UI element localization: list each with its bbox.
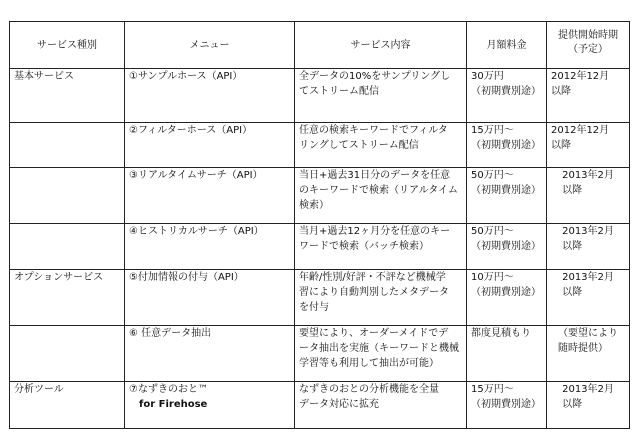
menu-cell [125, 123, 295, 168]
content-cell [295, 69, 467, 123]
menu-cell [125, 69, 295, 123]
table-row [10, 382, 630, 429]
price-line: 15万円～ [471, 384, 514, 395]
category-cell [10, 168, 125, 224]
start-line: （要望により [558, 328, 618, 339]
start-line: 2012年12月 [551, 125, 610, 136]
content-line: 年齢/性別/好評・不評など機械学 [299, 272, 446, 283]
table-row [10, 123, 630, 168]
price-cell [467, 382, 547, 429]
service-table [9, 21, 630, 429]
header-price: 月額料金 [467, 22, 547, 69]
menu-cell [125, 382, 295, 429]
price-line: （初期費別途） [471, 241, 541, 252]
price-line: 都度見積もり [471, 328, 531, 339]
content-line: リングしてストリーム配信 [299, 140, 419, 151]
header-start [547, 22, 630, 69]
start-line: 以降 [562, 185, 583, 196]
content-cell [295, 326, 467, 382]
content-line: 学習等も利用して抽出が可能） [299, 358, 439, 369]
table-header-row [10, 22, 630, 69]
start-cell [547, 382, 630, 429]
start-line: 2013年2月 [562, 226, 614, 237]
price-cell [467, 168, 547, 224]
header-start-line1: 提供開始時期 [558, 30, 618, 41]
category-cell [10, 326, 125, 382]
content-cell [295, 123, 467, 168]
start-cell [547, 69, 630, 123]
menu-label: ⑥ 任意データ抽出 [129, 328, 212, 339]
price-line: 10万円～ [471, 272, 514, 283]
price-line: （初期費別途） [471, 140, 541, 151]
price-cell [467, 270, 547, 326]
table-row [10, 326, 630, 382]
table-row [10, 168, 630, 224]
content-cell [295, 224, 467, 270]
menu-label: ①サンプルホース（API） [129, 71, 243, 82]
header-content: サービス内容 [295, 22, 467, 69]
category-cell [10, 123, 125, 168]
content-line: 全データの10%をサンプリングし [299, 71, 451, 82]
category-cell: オプションサービス [10, 270, 125, 326]
header-menu: メニュー [125, 22, 295, 69]
start-line: 随時提供） [558, 343, 608, 354]
content-cell [295, 270, 467, 326]
price-line: （初期費別途） [471, 399, 541, 410]
menu-cell [125, 224, 295, 270]
header-category: サービス種別 [10, 22, 125, 69]
content-line: ータ抽出を実施（キーワードと機械 [299, 343, 459, 354]
content-line: 当日+過去31日分のデータを任意 [299, 170, 451, 181]
start-cell [547, 326, 630, 382]
content-cell [295, 382, 467, 429]
start-cell [547, 270, 630, 326]
price-line: 15万円～ [471, 125, 514, 136]
menu-label: ③リアルタイムサーチ（API） [129, 170, 263, 181]
table-row [10, 69, 630, 123]
start-cell [547, 168, 630, 224]
price-line: 50万円～ [471, 226, 514, 237]
price-cell [467, 326, 547, 382]
content-line: 当月+過去12ヶ月分を任意のキー [299, 226, 451, 237]
menu-cell [125, 326, 295, 382]
price-cell [467, 69, 547, 123]
content-line: 検索） [299, 200, 329, 211]
menu-label: ④ヒストリカルサーチ（API） [129, 226, 264, 237]
start-cell [547, 123, 630, 168]
menu-sublabel: for Firehose [139, 399, 208, 410]
table-row [10, 270, 630, 326]
table-row [10, 224, 630, 270]
content-line: なずきのおとの分析機能を全量 [299, 384, 439, 395]
start-cell [547, 224, 630, 270]
price-cell [467, 224, 547, 270]
start-line: 以降 [551, 140, 571, 151]
start-line: 2013年2月 [562, 170, 614, 181]
menu-cell [125, 168, 295, 224]
content-line: のキーワードで検索（リアルタイム [299, 185, 458, 196]
content-line: を付与 [299, 302, 329, 313]
price-line: 50万円～ [471, 170, 514, 181]
content-cell [295, 168, 467, 224]
category-cell [10, 224, 125, 270]
menu-label: ②フィルターホース（API） [129, 125, 253, 136]
price-line: （初期費別途） [471, 287, 541, 298]
price-line: 30万円 [471, 71, 504, 82]
content-line: ワードで検索（バッチ検索） [299, 241, 429, 252]
content-line: データ対応に拡充 [299, 399, 379, 410]
header-start-line2: （予定） [568, 44, 608, 55]
menu-cell [125, 270, 295, 326]
category-cell: 分析ツール [10, 382, 125, 429]
content-line: てストリーム配信 [299, 86, 379, 97]
category-cell: 基本サービス [10, 69, 125, 123]
price-line: （初期費別途） [471, 86, 541, 97]
start-line: 以降 [562, 287, 583, 298]
start-line: 2012年12月 [551, 71, 610, 82]
start-line: 以降 [551, 86, 571, 97]
start-line: 2013年2月 [562, 384, 614, 395]
menu-label: ⑤付加情報の付与（API） [129, 272, 244, 283]
start-line: 2013年2月 [562, 272, 614, 283]
start-line: 以降 [562, 241, 583, 252]
menu-label: ⑦なずきのおと™ [129, 384, 208, 395]
start-line: 以降 [562, 399, 583, 410]
price-line: （初期費別途） [471, 185, 541, 196]
content-line: 習により自動判別したメタデータ [299, 287, 449, 298]
price-cell [467, 123, 547, 168]
content-line: 任意の検索キーワードでフィルタ [299, 125, 448, 136]
content-line: 要望により、オーダーメイドでデ [299, 328, 449, 339]
